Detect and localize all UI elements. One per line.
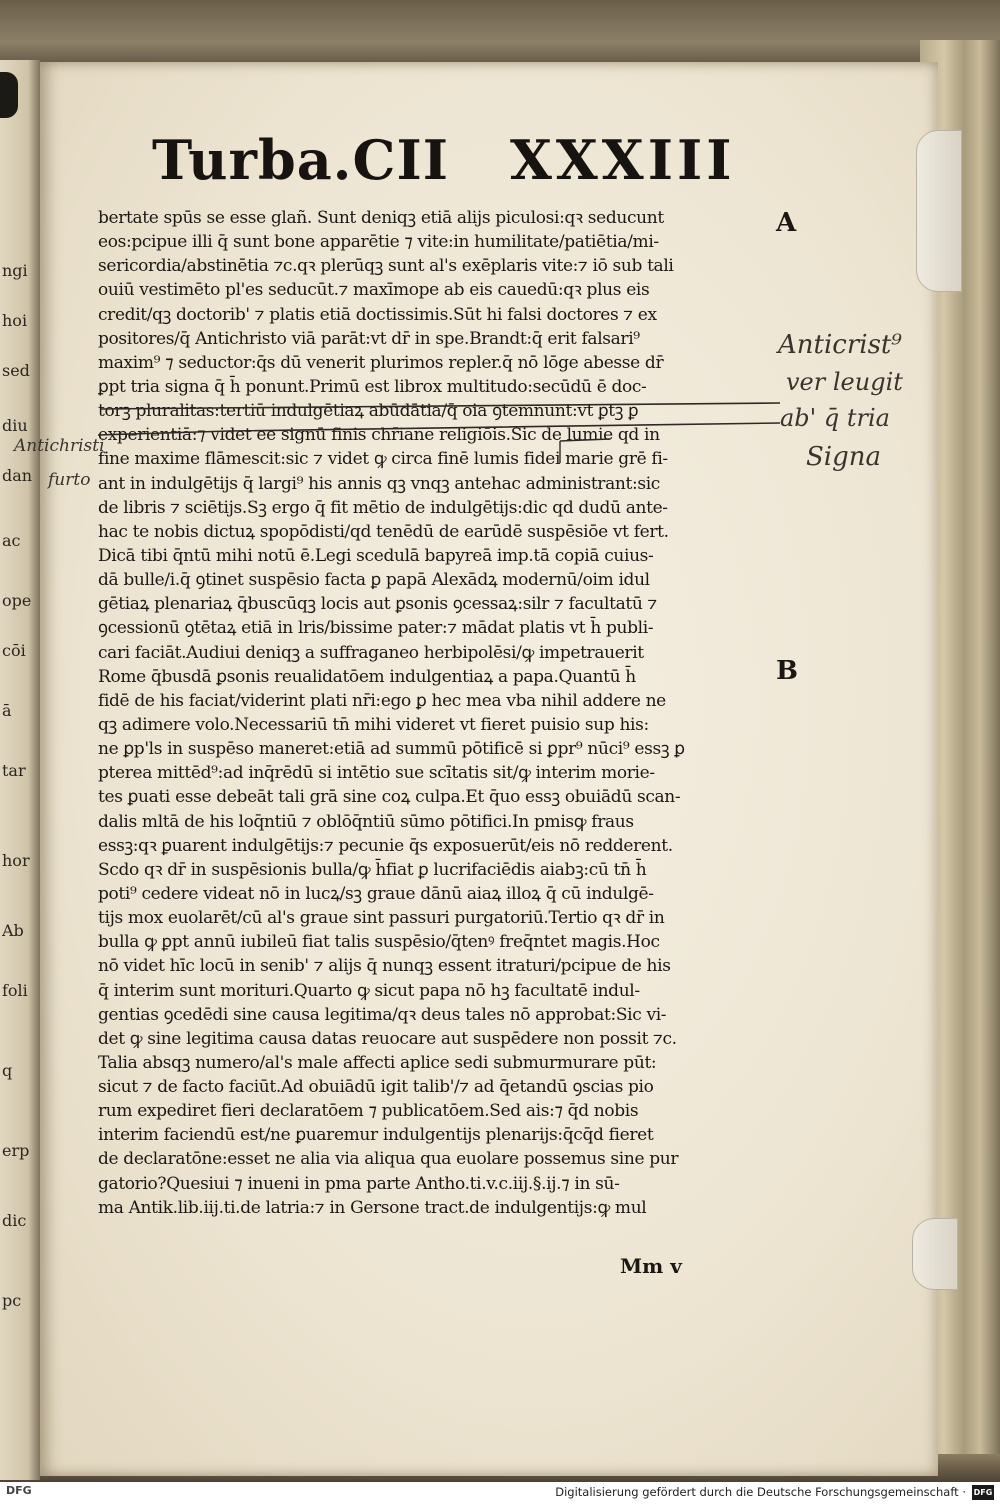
text-line: dalis mltā de his loq̄ntiū ⁊ oblōq̄ntiū sūmo pōtifici.In pmisꝙ fraus bbox=[98, 811, 634, 832]
text-line: maxim⁹ ⁊ seductor:q̄s dū venerit plurimos repler.q̄ nō lōge abesse dr̄ bbox=[98, 352, 664, 373]
facing-page-fragment: Ab bbox=[2, 921, 24, 940]
text-line: tes ꝑuati esse debeāt tali grā sine coꝝ culpa.Et q̄uo essꝫ obuiādū scan- bbox=[98, 787, 681, 808]
text-line: tijs mox euolarēt/cū al's graue sint passuri purgatoriū.Tertio qꝛ dr̄ in bbox=[98, 908, 665, 929]
text-line: bertate spūs se esse glañ. Sunt deniqꝫ etiā alijs piculosi:qꝛ seducunt bbox=[98, 208, 664, 228]
text-line: hac te nobis dictuꝝ spopōdisti/qd tenēdū de earūdē suspēsiōe vt fert. bbox=[98, 521, 669, 542]
margin-letter-a: A bbox=[776, 208, 797, 238]
body-text bbox=[98, 206, 768, 1220]
book-binding bbox=[0, 0, 1000, 70]
text-line: fidē de his faciat/viderint plati nr̄i:ego ꝑ hec mea vba nihil addere ne bbox=[98, 690, 666, 711]
text-line: poti⁹ cedere videat nō in lucꝝ/sꝫ graue dānū aiaꝝ illoꝝ q̄ cū indulgē- bbox=[98, 883, 654, 904]
facing-page-gutter bbox=[0, 60, 40, 1480]
handwritten-note-line: Signa bbox=[806, 442, 882, 472]
text-line: experientiā:⁊ videt ee signū finis chr̄iane religiōis.Sic de lumie qd in bbox=[98, 425, 660, 446]
text-line: positores/q̄ Antichristo viā parāt:vt dr̄ in spe.Brandt:q̄ erit falsari⁹ bbox=[98, 328, 640, 349]
text-line: eos:pcipue illi q̄ sunt bone apparētie ⁊ vite:in humilitate/patiētia/mi- bbox=[98, 232, 659, 253]
margin-letter-b: B bbox=[776, 656, 798, 686]
text-line: q̄ interim sunt morituri.Quarto ꝙ sicut papa nō hꝫ facultatē indul- bbox=[98, 980, 640, 1001]
text-line: pterea mittēd⁹:ad inq̄rēdū si intētio sue scītatis sit/ꝙ interim morie- bbox=[98, 763, 655, 784]
text-line: Dicā tibi q̄ntū mihi notū ē.Legi scedulā bapyreā imp.tā copiā cuius- bbox=[98, 545, 654, 566]
text-line: gentias ꝯcedēdi sine causa legitima/qꝛ deus tales nō approbat:Sic vi- bbox=[98, 1004, 667, 1025]
facing-page-fragment: foli bbox=[2, 981, 28, 1000]
text-line: ꝑpt tria signa q̄ h̄ ponunt.Primū est librox multitudo:secūdū ē doc- bbox=[98, 376, 647, 397]
facing-page-fragment: erp bbox=[2, 1141, 30, 1160]
footer-corner-label: DFG bbox=[6, 1484, 32, 1497]
footer-credit: Digitalisierung gefördert durch die Deutsche Forschungsgemeinschaft · bbox=[555, 1485, 966, 1499]
page-tab-marker bbox=[0, 72, 18, 118]
dfg-logo: DFG bbox=[972, 1485, 994, 1500]
facing-page-fragment: hoi bbox=[2, 311, 28, 330]
text-line: de libris ⁊ sciētijs.Sꝫ ergo q̄ fit mētio de indulgētijs:dic qd dudū ante- bbox=[98, 497, 668, 518]
text-line: de declaratōne:esset ne alia via aliqua qua euolare possemus sine pur bbox=[98, 1149, 679, 1170]
handwritten-note-line: ab' q̄ tria bbox=[780, 404, 890, 432]
text-line: fine maxime flāmescit:sic ⁊ videt ꝙ circa finē lumis fidei marie grē fi- bbox=[98, 449, 668, 470]
facing-page-fragment: ope bbox=[2, 591, 32, 610]
handwritten-left-note: furto bbox=[48, 470, 91, 490]
text-line: credit/qꝫ doctorib' ⁊ platis etiā doctissimis.Sūt hi falsi doctores ⁊ ex bbox=[98, 304, 657, 325]
facing-page-fragment: hor bbox=[2, 851, 30, 870]
text-line: Scdo qꝛ dr̄ in suspēsionis bulla/ꝙ h̄fiat ꝑ lucrifaciēdis aiabꝫ:cū tn̄ h̄ bbox=[98, 859, 647, 880]
text-line: ma Antik.lib.iij.ti.de latria:⁊ in Gersone tract.de indulgentijs:ꝙ mul bbox=[98, 1197, 647, 1218]
facing-page-fragment: pc bbox=[2, 1291, 22, 1310]
page-clip-top bbox=[916, 130, 962, 292]
text-line: det ꝙ sine legitima causa datas reuocare aut suspēdere non possit ⁊c. bbox=[98, 1028, 677, 1049]
text-line: ꝯcessionū ꝯtētaꝝ etiā in lris/bissime pater:⁊ mādat platis vt h̄ publi- bbox=[98, 618, 654, 639]
text-line: cari faciāt.Audiui deniqꝫ a suffraganeo herbipolēsi/ꝙ impetrauerit bbox=[98, 642, 644, 663]
text-line: essꝫ:qꝛ ꝑuarent indulgētijs:⁊ pecunie q̄s exposuerūt/eis nō redderent. bbox=[98, 835, 673, 856]
text-line: Rome q̄busdā ꝑsonis reualidatōem indulgentiaꝝ a papa.Quantū h̄ bbox=[98, 666, 636, 687]
text-line: Talia absqꝫ numero/al's male affecti aplice sedi submurmurare pūt: bbox=[98, 1052, 657, 1073]
text-line: gētiaꝝ plenariaꝝ q̄buscūqꝫ locis aut ꝑsonis ꝯcessaꝝ:silr ⁊ facultatū ⁊ bbox=[98, 594, 657, 615]
folio-number: XXXIII bbox=[510, 128, 736, 192]
page-clip-bottom bbox=[912, 1218, 958, 1290]
text-line: ne ꝑp'ls in suspēso maneret:etiā ad summū pōtificē si ꝑpr⁹ nūci⁹ essꝫ ꝑ bbox=[98, 739, 685, 760]
handwritten-left-note: Antichristi bbox=[14, 436, 105, 456]
text-line: rum expediret fieri declaratōem ⁊ publicatōem.Sed ais:⁊ q̄d nobis bbox=[98, 1101, 639, 1122]
facing-page-fragment: dan bbox=[2, 466, 33, 485]
text-line: torꝫ pluralitas:tertiū indulgētiaꝝ abūdātia/q̄ oia ꝯtemnunt:vt ꝑtꝫ ꝑ bbox=[98, 401, 639, 422]
text-line: nō videt hīc locū in senib' ⁊ alijs q̄ nunqꝫ essent itraturi/pcipue de his bbox=[98, 956, 671, 977]
handwritten-note-line: Anticrist⁹ bbox=[778, 330, 902, 360]
text-line: bulla ꝙ ꝑpt annū iubileū fiat talis suspēsio/q̄tenꝰ freq̄ntet magis.Hoc bbox=[98, 932, 660, 953]
text-line: sericordia/abstinētia ⁊c.qꝛ plerūqꝫ sunt al's exēplaris vite:⁊ iō sub tali bbox=[98, 256, 674, 277]
facing-page-fragment: ac bbox=[2, 531, 21, 550]
text-line: interim faciendū est/ne ꝑuaremur indulgentijs plenarijs:q̄cq̄d fieret bbox=[98, 1125, 654, 1146]
facing-page-fragment: dic bbox=[2, 1211, 27, 1230]
text-line: ant in indulgētijs q̄ largi⁹ his annis qꝫ vnqꝫ antehac administrant:sic bbox=[98, 473, 660, 494]
facing-page-fragment: q bbox=[2, 1061, 13, 1080]
text-line: gatorio?Quesiui ⁊ inueni in pma parte Antho.ti.v.c.iij.§.ij.⁊ in sū- bbox=[98, 1173, 620, 1194]
text-line: dā bulle/i.q̄ ꝯtinet suspēsio facta ꝑ papā Alexādꝝ modernū/oim idul bbox=[98, 570, 650, 591]
facing-page-fragment: ngi bbox=[2, 261, 28, 280]
text-line: sicut ⁊ de facto faciūt.Ad obuiādū igit talib'/⁊ ad q̄etandū ꝯscias pio bbox=[98, 1077, 654, 1098]
facing-page-fragment: tar bbox=[2, 761, 26, 780]
handwritten-underline bbox=[90, 395, 810, 465]
running-head-title: Turba.CII bbox=[152, 128, 449, 192]
running-head bbox=[152, 128, 736, 198]
facing-page-fragment: ā bbox=[2, 701, 12, 720]
facing-page-fragment: sed bbox=[2, 361, 30, 380]
facing-page-fragment: cōi bbox=[2, 641, 26, 660]
facing-page-fragment: diu bbox=[2, 416, 28, 435]
signature-mark: Mm v bbox=[620, 1254, 682, 1278]
text-line: qꝫ adimere volo.Necessariū tn̄ mihi videret vt fieret puisio sup his: bbox=[98, 714, 649, 735]
text-line: ouiū vestimēto pl'es seducūt.⁊ maxīmope ab eis cauedū:qꝛ plus eis bbox=[98, 280, 650, 301]
handwritten-note-line: ver leugit bbox=[786, 368, 903, 396]
